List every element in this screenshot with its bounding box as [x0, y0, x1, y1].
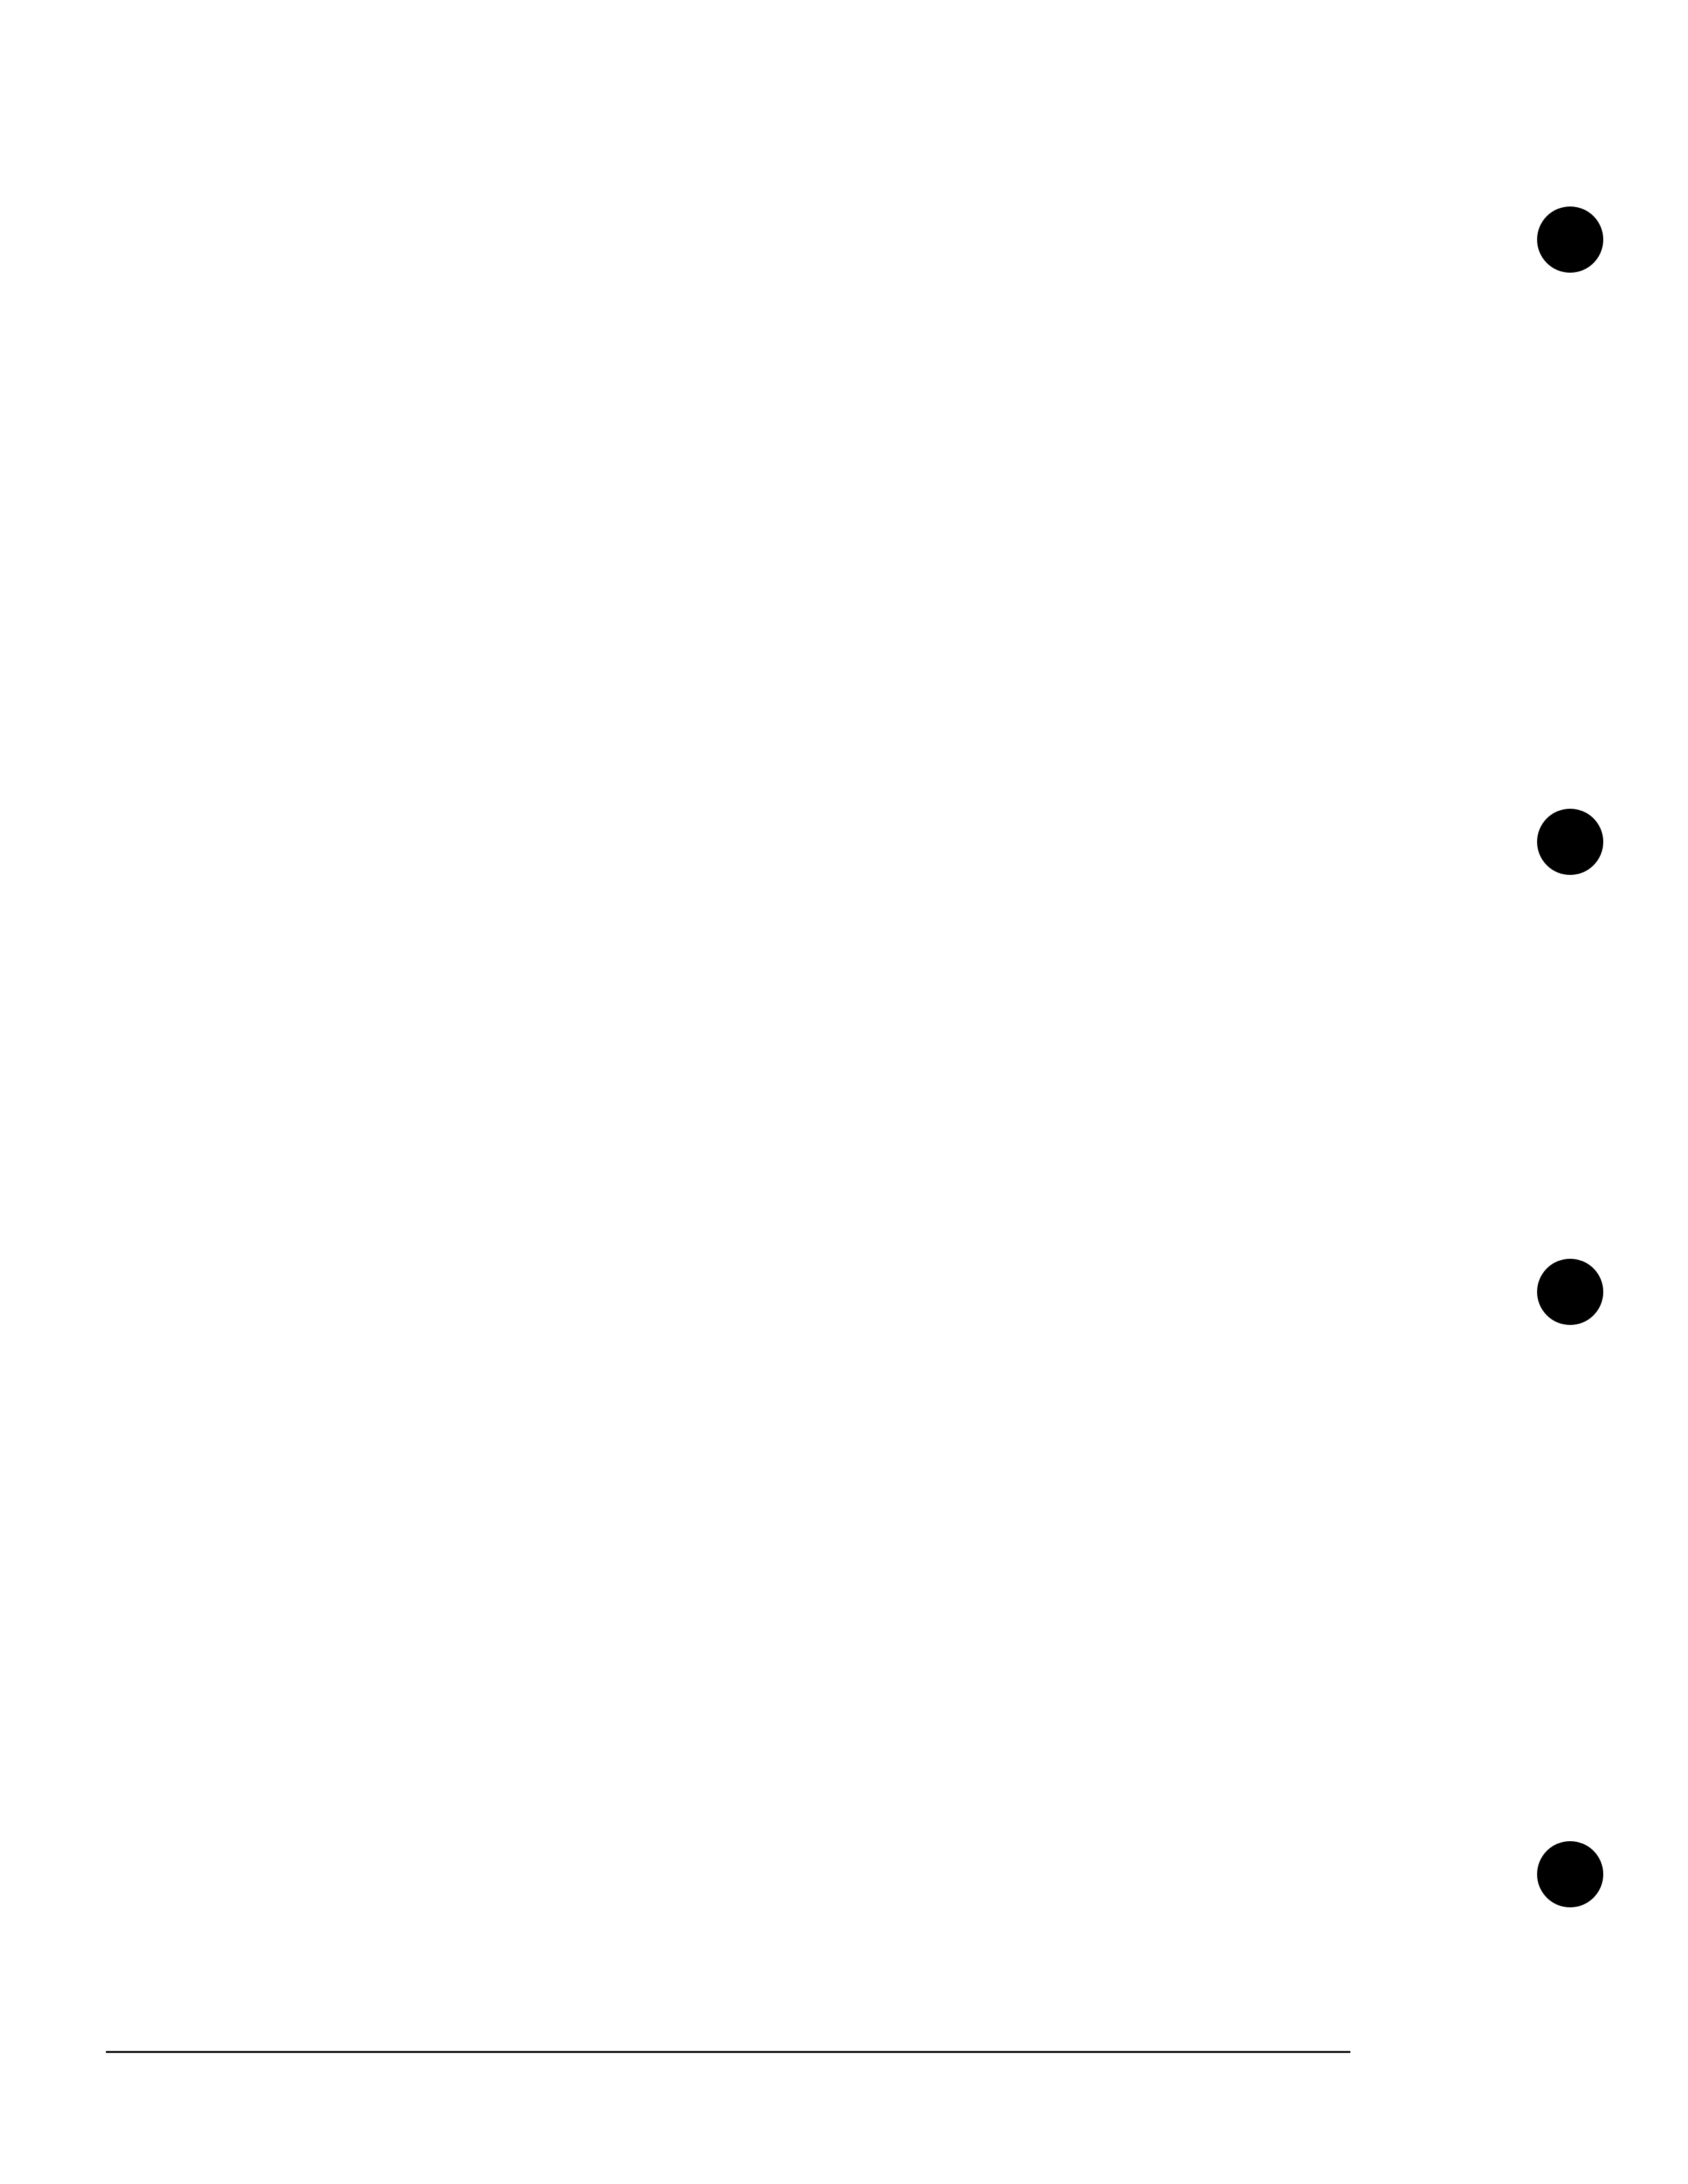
- binder-hole-2: [1537, 809, 1603, 875]
- copyright-footer: [106, 2041, 1350, 2061]
- binder-hole-4: [1537, 1841, 1603, 1907]
- footer-rule: [106, 2051, 1350, 2053]
- binder-hole-1: [1537, 206, 1603, 273]
- parts-catalog-page: [106, 132, 1364, 159]
- binder-hole-3: [1537, 1259, 1603, 1325]
